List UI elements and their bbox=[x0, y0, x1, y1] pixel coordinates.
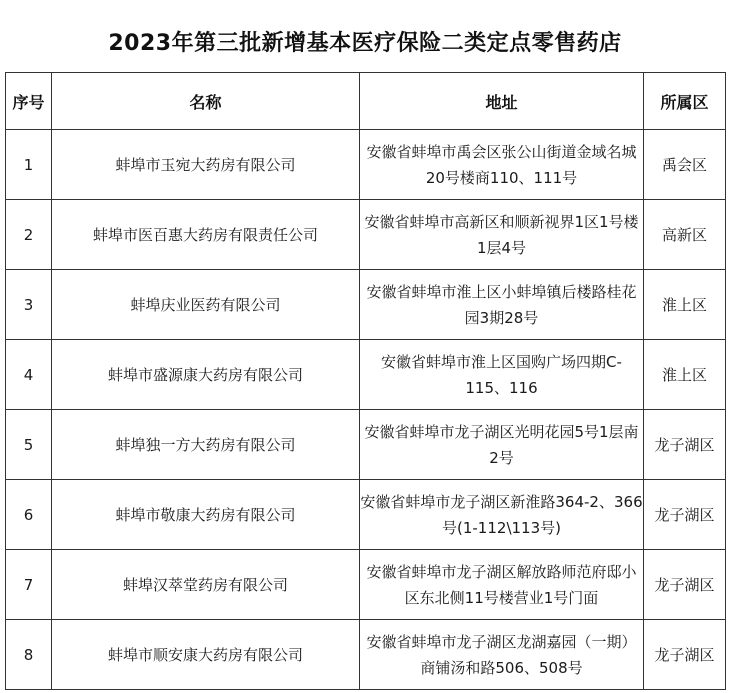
cell-name: 蚌埠庆业医药有限公司 bbox=[52, 270, 360, 340]
table-row bbox=[6, 340, 726, 410]
cell-no: 8 bbox=[6, 620, 52, 690]
cell-name: 蚌埠市顺安康大药房有限公司 bbox=[52, 620, 360, 690]
cell-address: 安徽省蚌埠市高新区和顺新视界1区1号楼1层4号 bbox=[360, 200, 644, 270]
cell-district: 龙子湖区 bbox=[644, 480, 726, 550]
cell-district: 龙子湖区 bbox=[644, 550, 726, 620]
cell-district: 禹会区 bbox=[644, 130, 726, 200]
page-title: 2023年第三批新增基本医疗保险二类定点零售药店 bbox=[108, 31, 622, 56]
table-row bbox=[6, 550, 726, 620]
cell-no: 7 bbox=[6, 550, 52, 620]
cell-address: 安徽省蚌埠市禹会区张公山街道金域名城20号楼商110、111号 bbox=[360, 130, 644, 200]
table-header-row bbox=[6, 73, 726, 130]
cell-district: 高新区 bbox=[644, 200, 726, 270]
cell-no: 1 bbox=[6, 130, 52, 200]
cell-no: 4 bbox=[6, 340, 52, 410]
cell-district: 淮上区 bbox=[644, 270, 726, 340]
cell-no: 3 bbox=[6, 270, 52, 340]
cell-name: 蚌埠市敬康大药房有限公司 bbox=[52, 480, 360, 550]
cell-address: 安徽省蚌埠市龙子湖区解放路师范府邸小区东北侧11号楼营业1号门面 bbox=[360, 550, 644, 620]
cell-name: 蚌埠独一方大药房有限公司 bbox=[52, 410, 360, 480]
header-district: 所属区 bbox=[644, 73, 726, 130]
table-row bbox=[6, 130, 726, 200]
cell-name: 蚌埠市盛源康大药房有限公司 bbox=[52, 340, 360, 410]
cell-address: 安徽省蚌埠市淮上区国购广场四期C-115、116 bbox=[360, 340, 644, 410]
pharmacy-table bbox=[5, 72, 726, 690]
cell-name: 蚌埠市玉宛大药房有限公司 bbox=[52, 130, 360, 200]
cell-address: 安徽省蚌埠市龙子湖区光明花园5号1层南2号 bbox=[360, 410, 644, 480]
header-address: 地址 bbox=[360, 73, 644, 130]
cell-address: 安徽省蚌埠市淮上区小蚌埠镇后楼路桂花园3期28号 bbox=[360, 270, 644, 340]
cell-address: 安徽省蚌埠市龙子湖区新淮路364-2、366号(1-112\113号) bbox=[360, 480, 644, 550]
table-row bbox=[6, 270, 726, 340]
cell-district: 龙子湖区 bbox=[644, 410, 726, 480]
header-name: 名称 bbox=[52, 73, 360, 130]
table-row bbox=[6, 480, 726, 550]
header-no: 序号 bbox=[6, 73, 52, 130]
table-row bbox=[6, 200, 726, 270]
cell-no: 2 bbox=[6, 200, 52, 270]
cell-district: 淮上区 bbox=[644, 340, 726, 410]
cell-name: 蚌埠市医百惠大药房有限责任公司 bbox=[52, 200, 360, 270]
cell-no: 5 bbox=[6, 410, 52, 480]
cell-address: 安徽省蚌埠市龙子湖区龙湖嘉园（一期）商铺汤和路506、508号 bbox=[360, 620, 644, 690]
cell-name: 蚌埠汉萃堂药房有限公司 bbox=[52, 550, 360, 620]
cell-no: 6 bbox=[6, 480, 52, 550]
table-row bbox=[6, 410, 726, 480]
table-row bbox=[6, 620, 726, 690]
cell-district: 龙子湖区 bbox=[644, 620, 726, 690]
